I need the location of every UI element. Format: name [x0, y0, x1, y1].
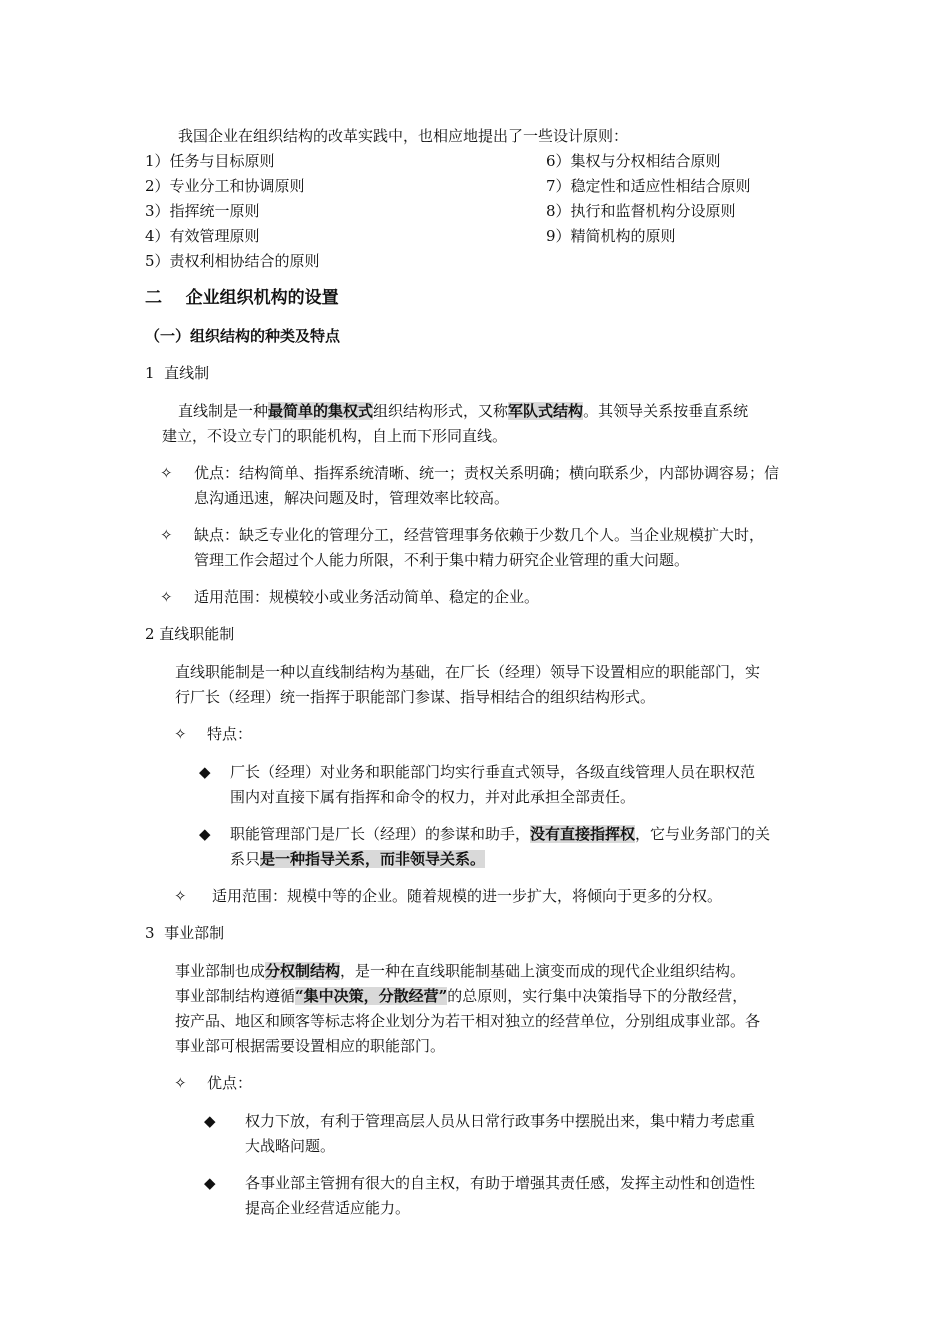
principle-item: 8）执行和监督机构分设原则	[546, 202, 736, 220]
principle-item: 2）专业分工和协调原则	[145, 177, 305, 195]
advantage-item: 各事业部主管拥有很大的自主权，有助于增强其责任感，发挥主动性和创造性	[245, 1174, 756, 1192]
heading-division-structure: 3 事业部制	[145, 924, 225, 942]
section-title: 二 企业组织机构的设置	[145, 288, 339, 308]
line-function-paragraph: 直线职能制是一种以直线制结构为基础，在厂长（经理）领导下设置相应的职能部门，实	[175, 663, 761, 681]
features-label: 特点：	[207, 725, 253, 743]
line-structure-paragraph: 直线制是一种最简单的集权式组织结构形式，又称军队式结构。其领导关系按垂直系统	[178, 402, 749, 420]
heading-line-structure: 1 直线制	[145, 364, 210, 382]
advantages-line: 优点：结构简单、指挥系统清晰、统一；责权关系明确；横向联系少，内部协调容易；信	[194, 464, 780, 482]
division-paragraph: 事业部制结构遵循“集中决策，分散经营”的总原则，实行集中决策指导下的分散经营，	[175, 987, 748, 1005]
principle-item: 9）精简机构的原则	[546, 227, 676, 245]
highlight-guidance-relation: 是一种指导关系，而非领导关系。	[260, 850, 486, 868]
scope-line: 适用范围：规模中等的企业。随着规模的进一步扩大，将倾向于更多的分权。	[212, 887, 723, 905]
disadvantages-line: 缺点：缺乏专业化的管理分工，经营管理事务依赖于少数几个人。当企业规模扩大时，	[194, 526, 765, 544]
feature-item: 厂长（经理）对业务和职能部门均实行垂直式领导，各级直线管理人员在职权范	[230, 763, 756, 781]
division-paragraph: 按产品、地区和顾客等标志将企业划分为若干相对独立的经营单位，分别组成事业部。各	[175, 1012, 761, 1030]
heading-line-function-structure: 2 直线职能制	[145, 625, 235, 643]
hollow-diamond-icon: ✧	[174, 887, 187, 905]
feature-item: 系只是一种指导关系，而非领导关系。	[230, 850, 486, 868]
principle-item: 6）集权与分权相结合原则	[546, 152, 721, 170]
division-paragraph: 事业部制也成分权制结构，是一种在直线职能制基础上演变而成的现代企业组织结构。	[175, 962, 746, 980]
highlight-decentralized: 分权制结构	[265, 962, 341, 980]
principle-item: 1）任务与目标原则	[145, 152, 275, 170]
advantage-item: 提高企业经营适应能力。	[245, 1199, 411, 1217]
principle-item: 5）责权利相协结合的原则	[145, 252, 320, 270]
hollow-diamond-icon: ✧	[160, 464, 173, 482]
advantage-item: 大战略问题。	[245, 1137, 336, 1155]
highlight-no-direct-command: 没有直接指挥权	[530, 825, 636, 843]
solid-diamond-icon: ◆	[199, 763, 211, 781]
advantages-line: 息沟通迅速，解决问题及时，管理效率比较高。	[194, 489, 510, 507]
hollow-diamond-icon: ✧	[160, 526, 173, 544]
solid-diamond-icon: ◆	[204, 1112, 216, 1130]
feature-item: 围内对直接下属有指挥和命令的权力，并对此承担全部责任。	[230, 788, 636, 806]
highlight-army-structure: 军队式结构	[508, 402, 584, 420]
solid-diamond-icon: ◆	[199, 825, 211, 843]
subsection-title: （一）组织结构的种类及特点	[145, 327, 341, 345]
advantage-item: 权力下放，有利于管理高层人员从日常行政事务中摆脱出来，集中精力考虑重	[245, 1112, 756, 1130]
scope-line: 适用范围：规模较小或业务活动简单、稳定的企业。	[194, 588, 540, 606]
disadvantages-line: 管理工作会超过个人能力所限，不利于集中精力研究企业管理的重大问题。	[194, 551, 690, 569]
advantages-label: 优点：	[207, 1074, 253, 1092]
line-function-paragraph: 行厂长（经理）统一指挥于职能部门参谋、指导相结合的组织结构形式。	[175, 688, 656, 706]
highlight-centralized-decision: “集中决策，分散经营”	[295, 987, 448, 1005]
hollow-diamond-icon: ✧	[174, 725, 187, 743]
principle-item: 3）指挥统一原则	[145, 202, 260, 220]
principle-item: 4）有效管理原则	[145, 227, 260, 245]
solid-diamond-icon: ◆	[204, 1174, 216, 1192]
intro-paragraph: 我国企业在组织结构的改革实践中，也相应地提出了一些设计原则：	[178, 127, 629, 145]
principle-item: 7）稳定性和适应性相结合原则	[546, 177, 751, 195]
division-paragraph: 事业部可根据需要设置相应的职能部门。	[175, 1037, 446, 1055]
feature-item: 职能管理部门是厂长（经理）的参谋和助手，没有直接指挥权，它与业务部门的关	[230, 825, 771, 843]
hollow-diamond-icon: ✧	[160, 588, 173, 606]
line-structure-paragraph-cont: 建立，不设立专门的职能机构，自上而下形同直线。	[162, 427, 508, 445]
highlight-simplest: 最简单的集权式	[268, 402, 374, 420]
hollow-diamond-icon: ✧	[174, 1074, 187, 1092]
